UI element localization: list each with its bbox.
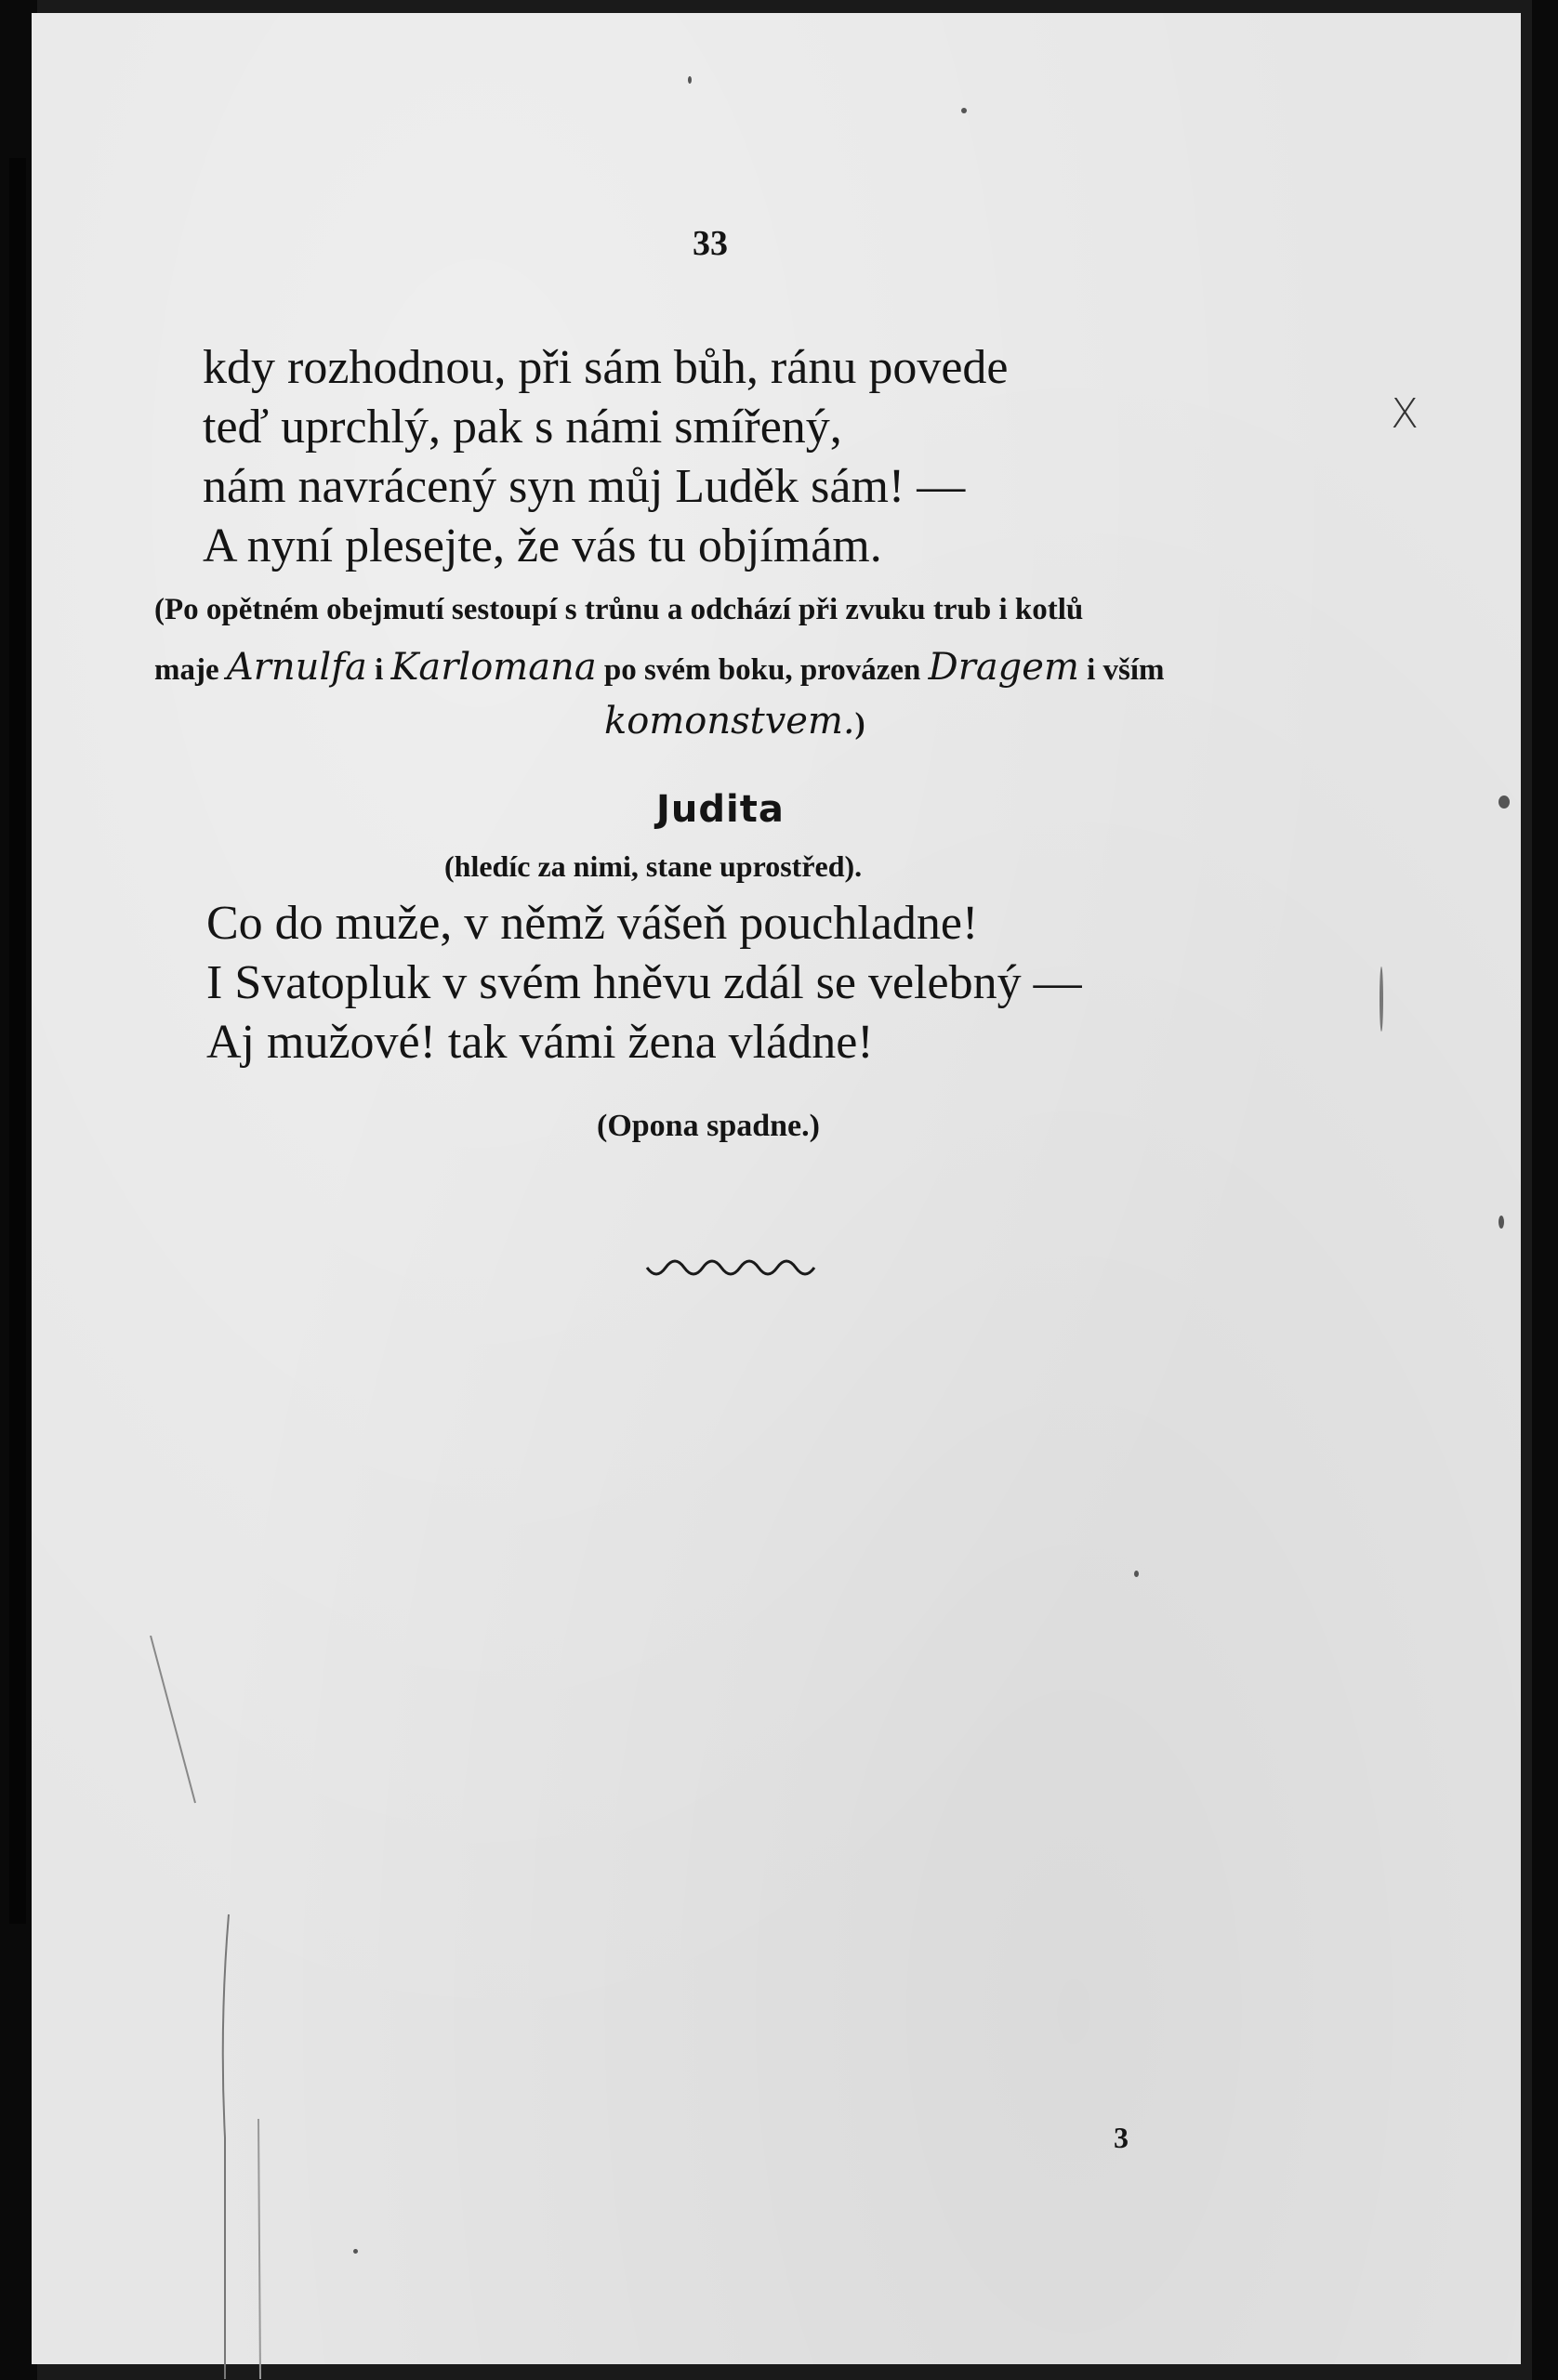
scan-speck [1499, 1216, 1504, 1229]
scan-speck [688, 76, 692, 84]
stage-text: maje [154, 653, 219, 687]
scan-scratch-lines [139, 1636, 270, 2379]
scan-speck [353, 2249, 358, 2254]
verse-line: Aj mužové! tak vámi žena vládne! [206, 1016, 874, 1069]
character-name-karloman: Karlomana [390, 646, 597, 689]
signature-mark: 3 [1114, 2121, 1129, 2154]
character-name-drag: Dragem [928, 646, 1079, 689]
page-binding-shadow [9, 158, 26, 1924]
verse-line: kdy rozhodnou, při sám bůh, ránu povede [203, 341, 1009, 394]
stage-text-italic: komonstvem. [604, 700, 855, 743]
scan-speck [1380, 966, 1383, 1032]
stage-text: ) [854, 707, 865, 741]
margin-annotation: X [1391, 390, 1419, 438]
verse-line: A nyní plesejte, že vás tu objímám. [203, 519, 882, 572]
page-number: 33 [693, 224, 728, 263]
speaker-name: Judita [656, 788, 785, 831]
speaker-direction: (hledíc za nimi, stane uprostřed). [444, 849, 863, 883]
stage-text: po svém boku, provázen [603, 653, 921, 687]
stage-text: i [375, 653, 384, 687]
verse-line: Co do muže, v němž vášeň pouchladne! [206, 897, 979, 950]
scan-speck [961, 108, 967, 113]
stage-text: i vším [1087, 653, 1165, 687]
curtain-direction: (Opona spadne.) [597, 1109, 820, 1143]
character-name-arnulf: Arnulfa [226, 646, 367, 689]
stage-direction-line: (Po opětném obejmutí sestoupí s trůnu a odchází při zvuku trub i kotlů [154, 593, 1084, 626]
scan-speck [1134, 1571, 1139, 1577]
verse-line: teď uprchlý, pak s námi smířený, [203, 401, 842, 454]
ornament-divider [645, 1258, 818, 1286]
verse-line: I Svatopluk v svém hněvu zdál se velebný — [206, 956, 1082, 1009]
scan-border-right [1532, 0, 1558, 2380]
verse-line: nám navrácený syn můj Luděk sám! — [203, 460, 966, 513]
scan-speck [1499, 796, 1510, 809]
stage-direction-line [604, 700, 865, 743]
stage-direction-line [154, 646, 1165, 689]
